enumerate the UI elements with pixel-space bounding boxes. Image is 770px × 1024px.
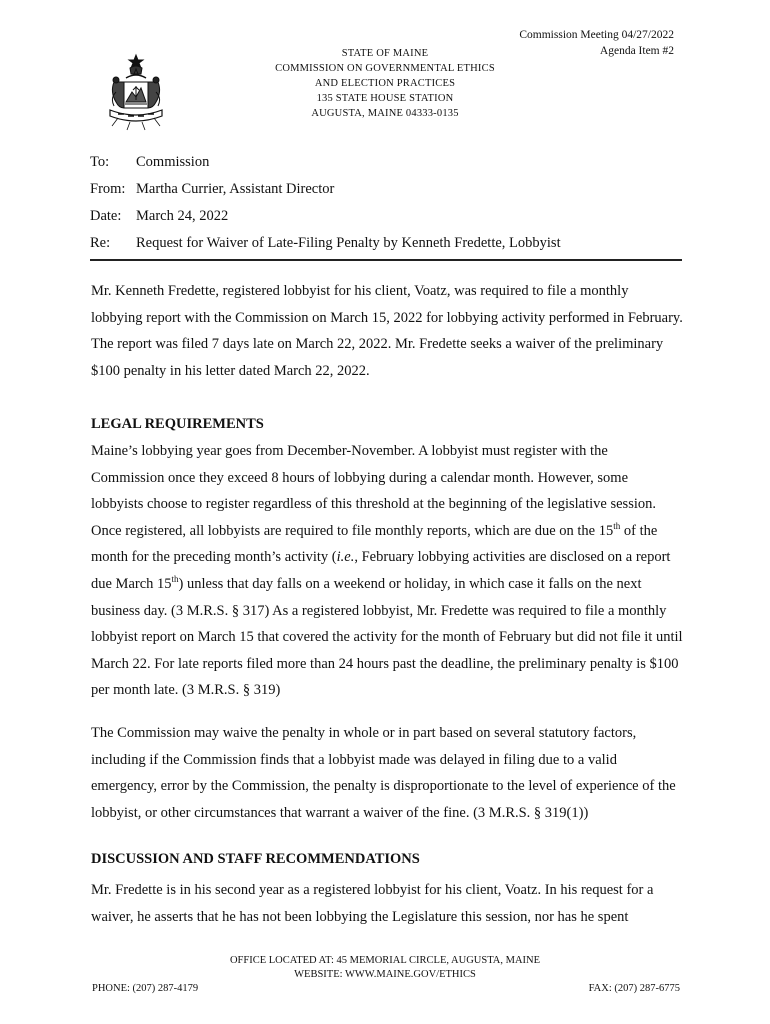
legal-text-d: ) unless that day falls on a weekend or holiday, in which case it falls on the next business day. (3 M.R.S. § 317) As a registered lobbyist, Mr. Fredette was required to file a monthly lobbyist report on March 15 that covered the activity for the month of February but did not file it until March 22. For late reports filed more than 24 hours past the deadline, the preliminary penalty is $100 per month late. (3 M.R.S. § 319)	[91, 575, 683, 699]
memo-from	[90, 177, 561, 204]
intro-text: Mr. Kenneth Fredette, registered lobbyist for his client, Voatz, was required to file a monthly lobbying report with the Commission on March 15, 2022 for lobbying activity performed in February. The report was filed 7 days late on March 22, 2022. Mr. Fredette seeks a waiver of the preliminary $100 penalty in his letter dated March 22, 2022.	[91, 283, 683, 379]
re-label: Re:	[90, 235, 111, 251]
memo-to	[90, 150, 561, 177]
discussion-text: Mr. Fredette is in his second year as a registered lobbyist for his client, Voatz. In his request for a waiver, he asserts that he has not been lobbying the Legislature this session, nor has he spent	[91, 882, 654, 925]
re-value: Request for Waiver of Late-Filing Penalty by Kenneth Fredette, Lobbyist	[136, 235, 561, 251]
agency-address	[230, 46, 540, 121]
agenda-line: Agenda Item #2	[599, 45, 674, 57]
footer-fax: FAX: (207) 287-6775	[588, 983, 680, 994]
intro-paragraph	[91, 278, 683, 384]
legal-heading: LEGAL REQUIREMENTS	[91, 416, 264, 432]
from-value: Martha Currier, Assistant Director	[136, 181, 335, 197]
agency-city: AUGUSTA, MAINE 04333-0135	[311, 108, 459, 119]
footer-office: OFFICE LOCATED AT: 45 MEMORIAL CIRCLE, AUGUSTA, MAINE	[229, 955, 541, 966]
discussion-heading: DISCUSSION AND STAFF RECOMMENDATIONS	[91, 851, 420, 867]
footer-phone: PHONE: (207) 287-4179	[92, 983, 199, 994]
waiver-paragraph	[91, 720, 683, 826]
from-label: From:	[90, 181, 126, 197]
footer-address	[0, 954, 770, 982]
legal-text-b: of the month for the preceding month’s activity (	[91, 522, 658, 566]
legal-text-c: , February lobbying activities are disclosed on a report due March 15	[91, 549, 671, 592]
agency-commission: COMMISSION ON GOVERNMENTAL ETHICS	[275, 63, 495, 74]
memo-re	[90, 231, 561, 258]
to-label: To:	[90, 154, 110, 170]
legal-paragraph	[91, 438, 683, 704]
ie-text: i.e.	[336, 549, 355, 566]
header-divider	[90, 259, 682, 261]
memo-date	[90, 204, 561, 231]
memo-header	[90, 150, 561, 258]
footer-website: WEBSITE: WWW.MAINE.GOV/ETHICS	[294, 969, 476, 980]
to-value: Commission	[136, 154, 210, 170]
state-seal-icon	[104, 52, 168, 132]
agency-practices: AND ELECTION PRACTICES	[314, 78, 456, 89]
agency-state: STATE OF MAINE	[341, 48, 429, 59]
waiver-text: The Commission may waive the penalty in whole or in part based on several statutory factors, including if the Commission finds that a lobbyist made was delayed in filing due to a valid emergency, error by the Commission, the penalty is disproportionate to the level of experience of the lobbyist, or other circumstances that warrant a waiver of the fine. (3 M.R.S. § 319(1))	[91, 725, 676, 821]
meeting-info	[519, 27, 674, 59]
discussion-paragraph	[91, 877, 683, 930]
date-label: Date:	[90, 208, 122, 224]
meeting-line: Commission Meeting 04/27/2022	[519, 29, 674, 41]
date-value: March 24, 2022	[136, 208, 229, 224]
agency-station: 135 STATE HOUSE STATION	[316, 93, 454, 104]
legal-text-a: Maine’s lobbying year goes from December-November. A lobbyist must register with the Commission once they exceed 8 hours of lobbying during a calendar month. However, some lobbyists choose to register regardless of this threshold at the beginning of the legislative session. Once registered, all lobbyists are required to file monthly reports, which are due on the 15	[91, 443, 656, 539]
superscript-th: th	[613, 520, 621, 531]
superscript-th-2: th	[171, 574, 179, 585]
legal-text	[91, 438, 683, 704]
